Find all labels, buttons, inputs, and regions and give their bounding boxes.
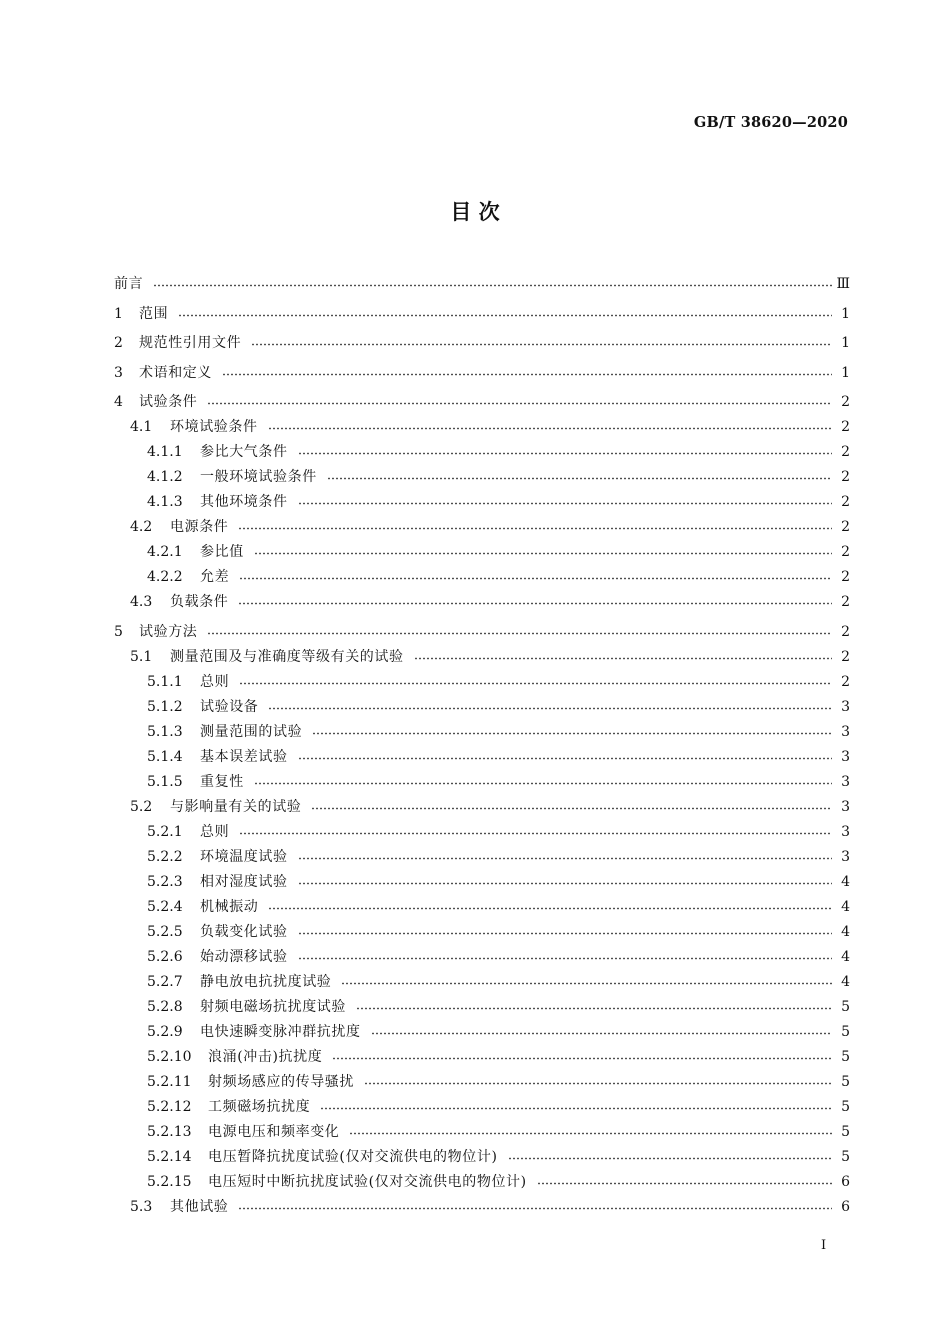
toc-entry-number: 5.2.12: [147, 1098, 192, 1115]
toc-entry-title: 其他试验: [170, 1198, 229, 1215]
toc-entry[interactable]: [147, 970, 850, 995]
toc-entry-number: 5.2.14: [147, 1148, 192, 1165]
toc-entry-number: 4.1.2: [147, 469, 183, 485]
dot-leader: [239, 820, 832, 845]
toc-entry-page: 5: [841, 1048, 850, 1065]
toc-entry-page: 5: [841, 1098, 850, 1115]
toc-entry[interactable]: [147, 945, 850, 970]
dot-leader: [298, 920, 832, 945]
toc-entry[interactable]: [114, 361, 850, 386]
toc-entry-page: 4: [841, 873, 850, 890]
toc-entry[interactable]: [147, 1120, 850, 1145]
toc-entry-number: 3: [114, 364, 123, 381]
toc-entry-title: 参比值: [200, 544, 244, 560]
toc-entry-number: 5.2: [130, 798, 153, 815]
toc-entry[interactable]: [130, 415, 850, 440]
toc-entry-title: 一般环境试验条件: [200, 469, 317, 485]
toc-entry-title: 范围: [139, 305, 169, 322]
toc-entry-number: 5.2.11: [147, 1073, 192, 1090]
toc-entry-page: 2: [841, 519, 850, 535]
toc-entry[interactable]: [130, 590, 850, 615]
toc-entry-number: 5.1.4: [147, 748, 183, 765]
toc-entry[interactable]: [147, 720, 850, 745]
dot-leader: [364, 1070, 832, 1095]
toc-entry-title: 测量范围及与准确度等级有关的试验: [170, 648, 404, 665]
toc-entry-page: 2: [841, 494, 850, 510]
toc-entry-title: 射频电磁场抗扰度试验: [200, 998, 346, 1015]
toc-entry-title: 射频场感应的传导骚扰: [208, 1073, 354, 1090]
toc-entry-page: 5: [841, 1023, 850, 1040]
toc-entry-page: 4: [841, 973, 850, 990]
toc-entry[interactable]: [147, 995, 850, 1020]
toc-entry-title: 试验条件: [139, 394, 198, 410]
toc-entry-page: 3: [841, 773, 850, 790]
dot-leader: [238, 1195, 832, 1220]
toc-entry-title: 其他环境条件: [200, 494, 288, 510]
page-title: 目 次: [450, 200, 500, 224]
toc-entry-number: 1: [114, 305, 123, 322]
dot-leader: [268, 895, 832, 920]
toc-entry-number: 4.3: [130, 594, 153, 610]
dot-leader: [414, 645, 832, 670]
toc-entry-page: 6: [841, 1198, 850, 1215]
toc-entry-title: 与影响量有关的试验: [170, 798, 302, 815]
toc-entry-title: 试验方法: [139, 623, 198, 640]
toc-entry-page: 5: [841, 998, 850, 1015]
dot-leader: [356, 995, 832, 1020]
toc-entry-number: 4: [114, 394, 123, 410]
toc-entry-title: 总则: [200, 823, 230, 840]
toc-entry-title: 前言: [114, 276, 144, 292]
toc-entry-page: 2: [841, 444, 850, 460]
toc-entry[interactable]: [147, 745, 850, 770]
toc-entry-title: 负载变化试验: [200, 923, 288, 940]
toc-entry-page: 2: [841, 569, 850, 585]
toc-entry-number: 5.2.1: [147, 823, 183, 840]
toc-entry-number: 5.2.10: [147, 1048, 192, 1065]
toc-entry-number: 4.1.3: [147, 494, 183, 510]
dot-leader: [207, 620, 832, 645]
dot-leader: [268, 415, 832, 440]
toc-entry-title: 相对湿度试验: [200, 873, 288, 890]
toc-entry[interactable]: [114, 390, 850, 415]
toc-entry-page: 3: [841, 798, 850, 815]
toc-entry-title: 静电放电抗扰度试验: [200, 973, 332, 990]
toc-entry-title: 电源电压和频率变化: [208, 1123, 340, 1140]
toc-entry-number: 4.1: [130, 419, 153, 435]
toc-entry-page: 5: [841, 1073, 850, 1090]
toc-entry-title: 基本误差试验: [200, 748, 288, 765]
toc-entry-page: 3: [841, 823, 850, 840]
toc-entry[interactable]: [147, 1095, 850, 1120]
toc-entry[interactable]: [147, 695, 850, 720]
dot-leader: [207, 390, 832, 415]
standard-code: GB/T 38620—2020: [693, 114, 848, 131]
toc-entry-title: 测量范围的试验: [200, 723, 303, 740]
toc-entry-number: 5.2.6: [147, 948, 183, 965]
toc-entry-title: 浪涌(冲击)抗扰度: [208, 1048, 323, 1065]
dot-leader: [327, 465, 832, 490]
toc-entry[interactable]: [147, 1145, 850, 1170]
dot-leader: [349, 1120, 832, 1145]
toc-entry[interactable]: [147, 1170, 850, 1195]
toc-entry-number: 4.2.1: [147, 544, 183, 560]
toc-entry-title: 重复性: [200, 773, 244, 790]
dot-leader: [298, 845, 832, 870]
toc-entry-page: 2: [841, 623, 850, 640]
toc-entry-page: 3: [841, 748, 850, 765]
toc-entry[interactable]: [147, 670, 850, 695]
toc-entry[interactable]: [130, 795, 850, 820]
dot-leader: [178, 302, 832, 327]
toc-entry-number: 4.2: [130, 519, 153, 535]
toc-entry[interactable]: [147, 440, 850, 465]
toc-entry[interactable]: [147, 565, 850, 590]
toc-entry-title: 规范性引用文件: [139, 335, 242, 351]
toc-entry-page: 1: [841, 364, 850, 381]
toc-entry[interactable]: [114, 620, 850, 645]
toc-entry-page: 3: [841, 723, 850, 740]
toc-entry[interactable]: [114, 302, 850, 327]
toc-entry-page: 2: [841, 544, 850, 560]
toc-entry-page: 4: [841, 923, 850, 940]
toc-entry-number: 5.2.15: [147, 1173, 192, 1190]
toc-entry-page: Ⅲ: [836, 276, 850, 292]
toc-entry[interactable]: [147, 845, 850, 870]
toc-entry-number: 5.1.3: [147, 723, 183, 740]
dot-leader: [341, 970, 832, 995]
toc-entry-number: 5.2.13: [147, 1123, 192, 1140]
dot-leader: [298, 490, 832, 515]
toc-entry[interactable]: [147, 920, 850, 945]
dot-leader: [312, 720, 832, 745]
toc-entry-title: 允差: [200, 569, 230, 585]
toc-entry-number: 5.2.2: [147, 848, 183, 865]
toc-entry-number: 5.1.1: [147, 673, 183, 690]
toc-entry-title: 工频磁场抗扰度: [208, 1098, 311, 1115]
toc-entry-page: 1: [841, 335, 850, 351]
toc-entry-number: 5.2.7: [147, 973, 183, 990]
dot-leader: [222, 361, 832, 386]
toc-entry[interactable]: [147, 540, 850, 565]
dot-leader: [254, 540, 832, 565]
toc-entry[interactable]: [147, 870, 850, 895]
toc-entry-number: 5.2.4: [147, 898, 183, 915]
dot-leader: [298, 945, 832, 970]
toc-entry-page: 6: [841, 1173, 850, 1190]
toc-entry-number: 5.2.8: [147, 998, 183, 1015]
dot-leader: [508, 1145, 832, 1170]
toc-entry[interactable]: [114, 272, 850, 297]
toc-entry[interactable]: [147, 1070, 850, 1095]
toc-entry-page: 3: [841, 698, 850, 715]
toc-entry-title: 试验设备: [200, 698, 259, 715]
toc-entry-page: 2: [841, 419, 850, 435]
dot-leader: [537, 1170, 832, 1195]
toc-entry-number: 5: [114, 623, 123, 640]
toc-entry-title: 环境温度试验: [200, 848, 288, 865]
dot-leader: [298, 745, 832, 770]
toc-entry-number: 4.1.1: [147, 444, 183, 460]
toc-entry-page: 3: [841, 848, 850, 865]
toc-entry[interactable]: [147, 770, 850, 795]
dot-leader: [239, 670, 832, 695]
toc-entry-number: 5.1.2: [147, 698, 183, 715]
page-number: I: [821, 1238, 827, 1253]
toc-entry[interactable]: [147, 1045, 850, 1070]
toc-entry-page: 1: [841, 305, 850, 322]
toc-entry-number: 5.3: [130, 1198, 153, 1215]
toc-entry-page: 2: [841, 648, 850, 665]
toc-entry-title: 负载条件: [170, 594, 229, 610]
toc-entry-number: 5.2.9: [147, 1023, 183, 1040]
toc-entry-title: 电源条件: [170, 519, 229, 535]
toc-entry-title: 机械振动: [200, 898, 259, 915]
toc-entry[interactable]: [147, 820, 850, 845]
toc-entry-page: 2: [841, 673, 850, 690]
toc-entry-title: 总则: [200, 673, 230, 690]
toc-entry-title: 术语和定义: [139, 364, 212, 381]
dot-leader: [238, 590, 832, 615]
dot-leader: [153, 272, 832, 297]
toc-entry[interactable]: [114, 331, 850, 356]
toc-entry[interactable]: [147, 490, 850, 515]
dot-leader: [298, 440, 832, 465]
dot-leader: [251, 331, 832, 356]
toc-entry[interactable]: [147, 465, 850, 490]
toc-entry-page: 4: [841, 948, 850, 965]
dot-leader: [320, 1095, 832, 1120]
toc-entry-number: 5.2.5: [147, 923, 183, 940]
dot-leader: [239, 565, 832, 590]
toc-entry-title: 电压短时中断抗扰度试验(仅对交流供电的物位计): [208, 1173, 527, 1190]
toc-entry-title: 环境试验条件: [170, 419, 258, 435]
toc-entry-number: 4.2.2: [147, 569, 183, 585]
toc-entry-page: 2: [841, 469, 850, 485]
toc-entry-page: 2: [841, 394, 850, 410]
toc-entry-page: 5: [841, 1148, 850, 1165]
toc-entry[interactable]: [147, 895, 850, 920]
dot-leader: [268, 695, 832, 720]
dot-leader: [311, 795, 832, 820]
toc-entry[interactable]: [147, 1020, 850, 1045]
dot-leader: [371, 1020, 832, 1045]
toc-entry-title: 电快速瞬变脉冲群抗扰度: [200, 1023, 361, 1040]
toc-entry-page: 4: [841, 898, 850, 915]
toc-entry-number: 5.1.5: [147, 773, 183, 790]
toc-entry[interactable]: [130, 515, 850, 540]
toc-entry[interactable]: [130, 1195, 850, 1220]
dot-leader: [332, 1045, 832, 1070]
toc-entry-title: 始动漂移试验: [200, 948, 288, 965]
toc-entry-number: 5.1: [130, 648, 153, 665]
toc-entry-number: 2: [114, 335, 123, 351]
toc-entry[interactable]: [130, 645, 850, 670]
dot-leader: [298, 870, 832, 895]
toc-entry-title: 参比大气条件: [200, 444, 288, 460]
dot-leader: [254, 770, 832, 795]
toc-entry-title: 电压暂降抗扰度试验(仅对交流供电的物位计): [208, 1148, 498, 1165]
toc-entry-page: 5: [841, 1123, 850, 1140]
dot-leader: [238, 515, 832, 540]
toc-entry-page: 2: [841, 594, 850, 610]
toc-entry-number: 5.2.3: [147, 873, 183, 890]
